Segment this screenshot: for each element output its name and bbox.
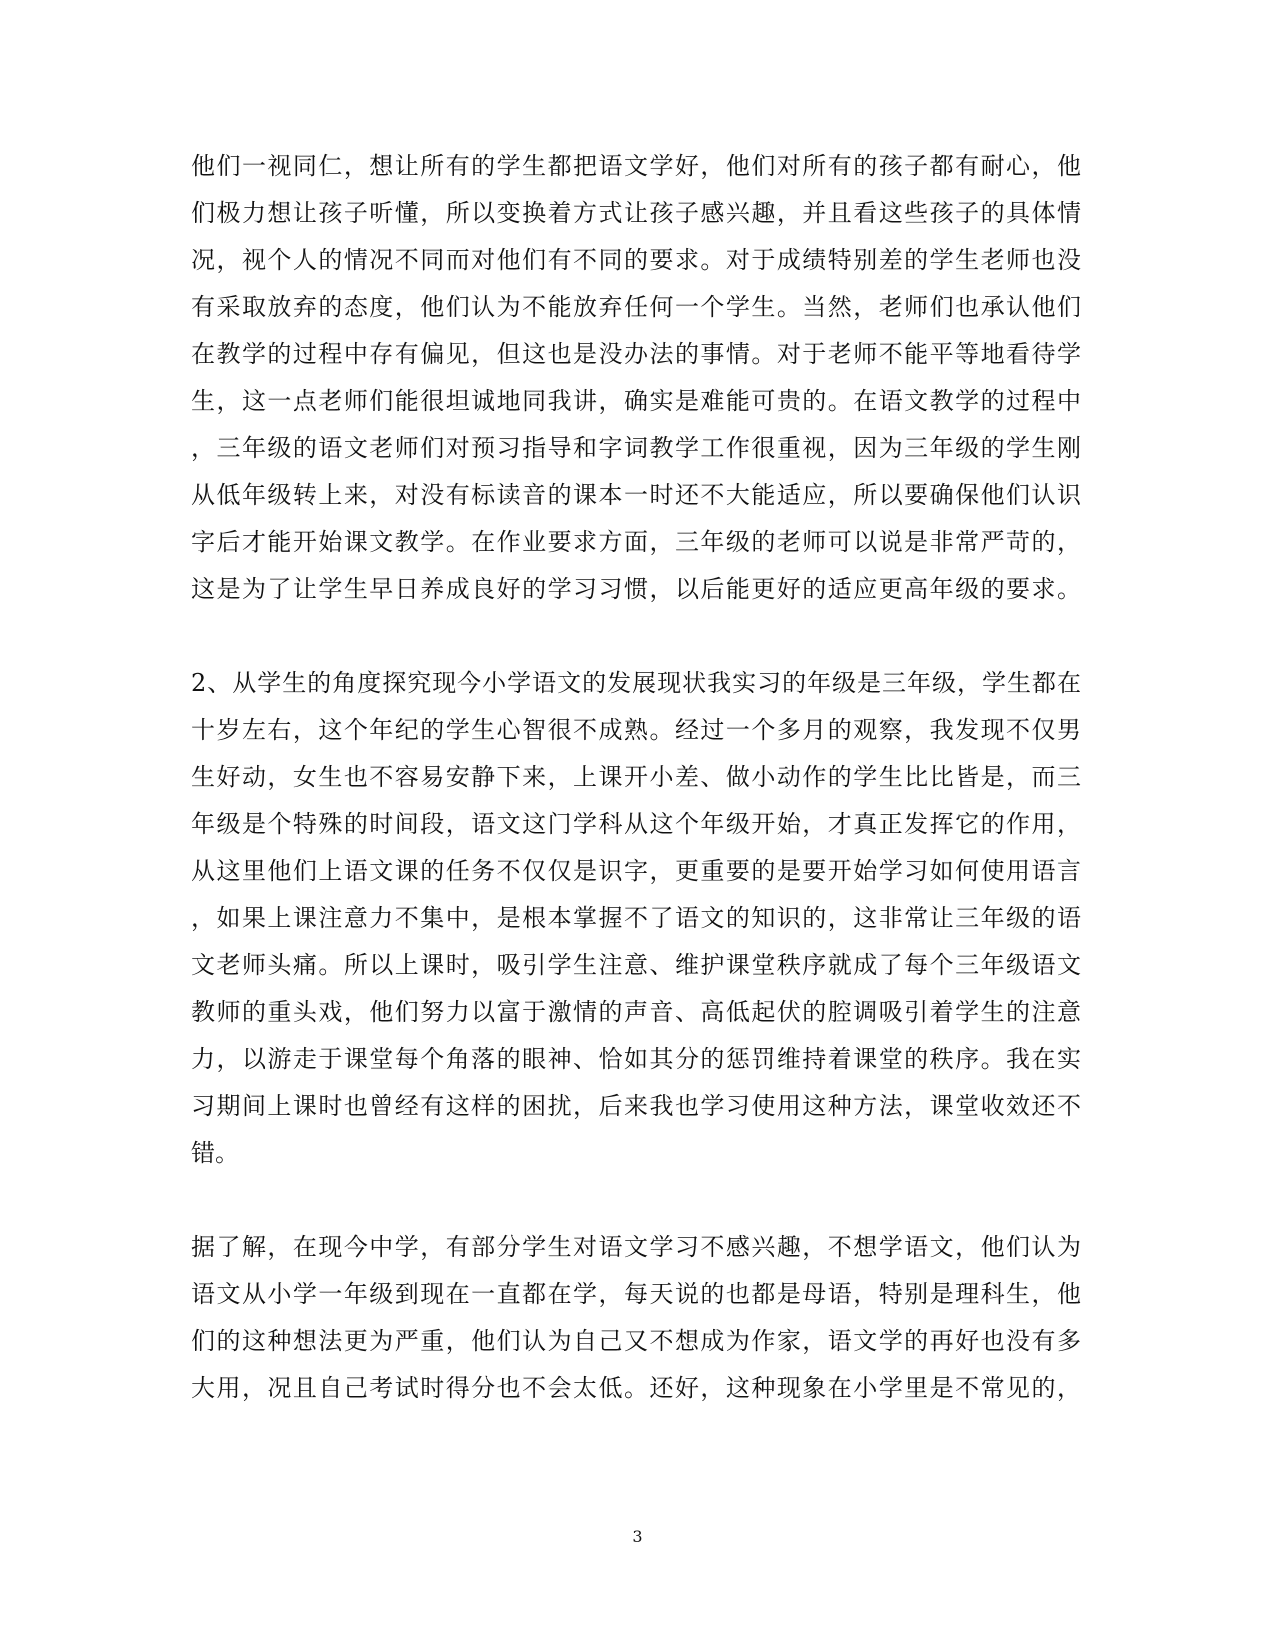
text-line: 大用，况且自己考试时得分也不会太低。还好，这种现象在小学里是不常见的， [191, 1374, 1081, 1402]
text-line: 习期间上课时也曾经有这样的困扰，后来我也学习使用这种方法，课堂收效还不 [191, 1092, 1081, 1120]
text-line: 十岁左右，这个年纪的学生心智很不成熟。经过一个多月的观察，我发现不仅男 [191, 716, 1081, 744]
text-line: 有采取放弃的态度，他们认为不能放弃任何一个学生。当然，老师们也承认他们 [191, 293, 1081, 321]
text-line: 教师的重头戏，他们努力以富于激情的声音、高低起伏的腔调吸引着学生的注意 [191, 998, 1081, 1026]
text-line: 在教学的过程中存有偏见，但这也是没办法的事情。对于老师不能平等地看待学 [191, 340, 1081, 368]
text-line: 生好动，女生也不容易安静下来，上课开小差、做小动作的学生比比皆是，而三 [191, 763, 1081, 791]
text-line: 文老师头痛。所以上课时，吸引学生注意、维护课堂秩序就成了每个三年级语文 [191, 951, 1081, 979]
text-line: 2、从学生的角度探究现今小学语文的发展现状我实习的年级是三年级，学生都在 [191, 669, 1081, 697]
text-line: 他们一视同仁，想让所有的学生都把语文学好，他们对所有的孩子都有耐心，他 [191, 152, 1081, 180]
text-line: 错。 [191, 1139, 239, 1167]
text-line: ，三年级的语文老师们对预习指导和字词教学工作很重视，因为三年级的学生刚 [191, 434, 1081, 462]
text-line: 生，这一点老师们能很坦诚地同我讲，确实是难能可贵的。在语文教学的过程中 [191, 387, 1081, 415]
text-line: 年级是个特殊的时间段，语文这门学科从这个年级开始，才真正发挥它的作用， [191, 810, 1081, 838]
text-line: 况，视个人的情况不同而对他们有不同的要求。对于成绩特别差的学生老师也没 [191, 246, 1081, 274]
text-line: 们极力想让孩子听懂，所以变换着方式让孩子感兴趣，并且看这些孩子的具体情 [191, 199, 1081, 227]
text-line: ，如果上课注意力不集中，是根本掌握不了语文的知识的，这非常让三年级的语 [191, 904, 1081, 932]
text-line: 力，以游走于课堂每个角落的眼神、恰如其分的惩罚维持着课堂的秩序。我在实 [191, 1045, 1081, 1073]
text-line: 据了解，在现今中学，有部分学生对语文学习不感兴趣，不想学语文，他们认为 [191, 1233, 1081, 1261]
text-line: 这是为了让学生早日养成良好的学习习惯，以后能更好的适应更高年级的要求。 [191, 575, 1081, 603]
text-line: 从这里他们上语文课的任务不仅仅是识字，更重要的是要开始学习如何使用语言 [191, 857, 1081, 885]
page-number: 3 [632, 1527, 643, 1546]
text-line: 字后才能开始课文教学。在作业要求方面，三年级的老师可以说是非常严苛的， [191, 528, 1081, 556]
text-line: 们的这种想法更为严重，他们认为自己又不想成为作家，语文学的再好也没有多 [191, 1327, 1081, 1355]
text-line: 从低年级转上来，对没有标读音的课本一时还不大能适应，所以要确保他们认识 [191, 481, 1081, 509]
text-line: 语文从小学一年级到现在一直都在学，每天说的也都是母语，特别是理科生，他 [191, 1280, 1081, 1308]
